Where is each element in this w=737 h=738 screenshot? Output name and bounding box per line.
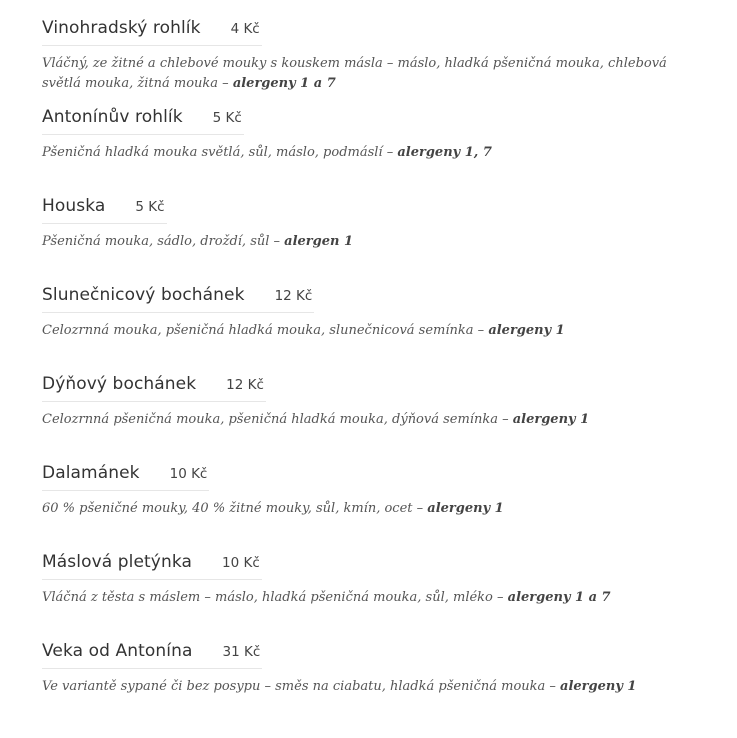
item-allergens: alergeny 1 [427, 501, 504, 516]
item-ingredients: Ve variantě sypané či bez posypu – směs na ciabatu, hladká pšeničná mouka – [42, 679, 561, 694]
item-price: 5 Kč [212, 110, 242, 126]
item-header [42, 374, 266, 402]
item-price: 4 Kč [230, 21, 260, 37]
item-allergens: alergeny 1 a 7 [507, 590, 611, 605]
item-name: Dýňový bochánek [42, 374, 197, 394]
item-description [42, 677, 692, 697]
item-header [42, 196, 167, 224]
item-allergens: alergeny 1, 7 [397, 145, 492, 160]
item-header [42, 107, 244, 135]
item-header [42, 641, 262, 669]
menu-item [42, 285, 722, 374]
menu-item [42, 18, 722, 107]
item-header [42, 552, 262, 580]
item-name: Dalamánek [42, 463, 140, 483]
item-price: 12 Kč [274, 288, 313, 304]
item-name: Veka od Antonína [42, 641, 193, 661]
item-allergens: alergeny 1 a 7 [232, 76, 336, 91]
item-price: 31 Kč [222, 644, 261, 660]
menu-item [42, 463, 722, 552]
item-allergens: alergen 1 [284, 234, 354, 249]
item-description [42, 232, 692, 252]
item-description [42, 410, 692, 430]
item-ingredients: Vláčný, ze žitné a chlebové mouky s kouskem másla – máslo, hladká pšeničná mouka, chlebová světlá mouka, žitná mouka – [42, 56, 667, 91]
item-price: 5 Kč [135, 199, 165, 215]
menu-item [42, 107, 722, 196]
item-ingredients: Pšeničná mouka, sádlo, droždí, sůl – [42, 234, 285, 249]
item-allergens: alergeny 1 [560, 679, 637, 694]
item-description [42, 321, 692, 341]
item-ingredients: 60 % pšeničné mouky, 40 % žitné mouky, sůl, kmín, ocet – [42, 501, 428, 516]
item-allergens: alergeny 1 [512, 412, 590, 427]
menu-item [42, 552, 722, 641]
item-header [42, 18, 262, 46]
item-name: Houska [42, 196, 106, 216]
item-price: 10 Kč [169, 466, 208, 482]
item-description [42, 54, 692, 94]
item-price: 12 Kč [226, 377, 264, 393]
item-description [42, 588, 692, 608]
item-description [42, 143, 692, 163]
item-header [42, 463, 209, 491]
item-allergens: alergeny 1 [488, 323, 565, 338]
item-name: Antonínův rohlík [42, 107, 183, 127]
item-name: Máslová pletýnka [42, 552, 192, 572]
item-ingredients: Vláčná z těsta s máslem – máslo, hladká pšeničná mouka, sůl, mléko – [42, 590, 508, 605]
item-name: Vinohradský rohlík [42, 18, 201, 38]
item-description [42, 499, 692, 519]
item-ingredients: Celozrnná mouka, pšeničná hladká mouka, slunečnicová semínka – [42, 323, 489, 338]
product-menu [42, 18, 722, 730]
item-price: 10 Kč [222, 555, 260, 571]
item-ingredients: Celozrnná pšeničná mouka, pšeničná hladká mouka, dýňová semínka – [42, 412, 513, 427]
item-header [42, 285, 314, 313]
item-ingredients: Pšeničná hladká mouka světlá, sůl, máslo, podmáslí – [42, 145, 398, 160]
menu-item [42, 641, 722, 730]
menu-item [42, 196, 722, 285]
menu-item [42, 374, 722, 463]
item-name: Slunečnicový bochánek [42, 285, 245, 305]
